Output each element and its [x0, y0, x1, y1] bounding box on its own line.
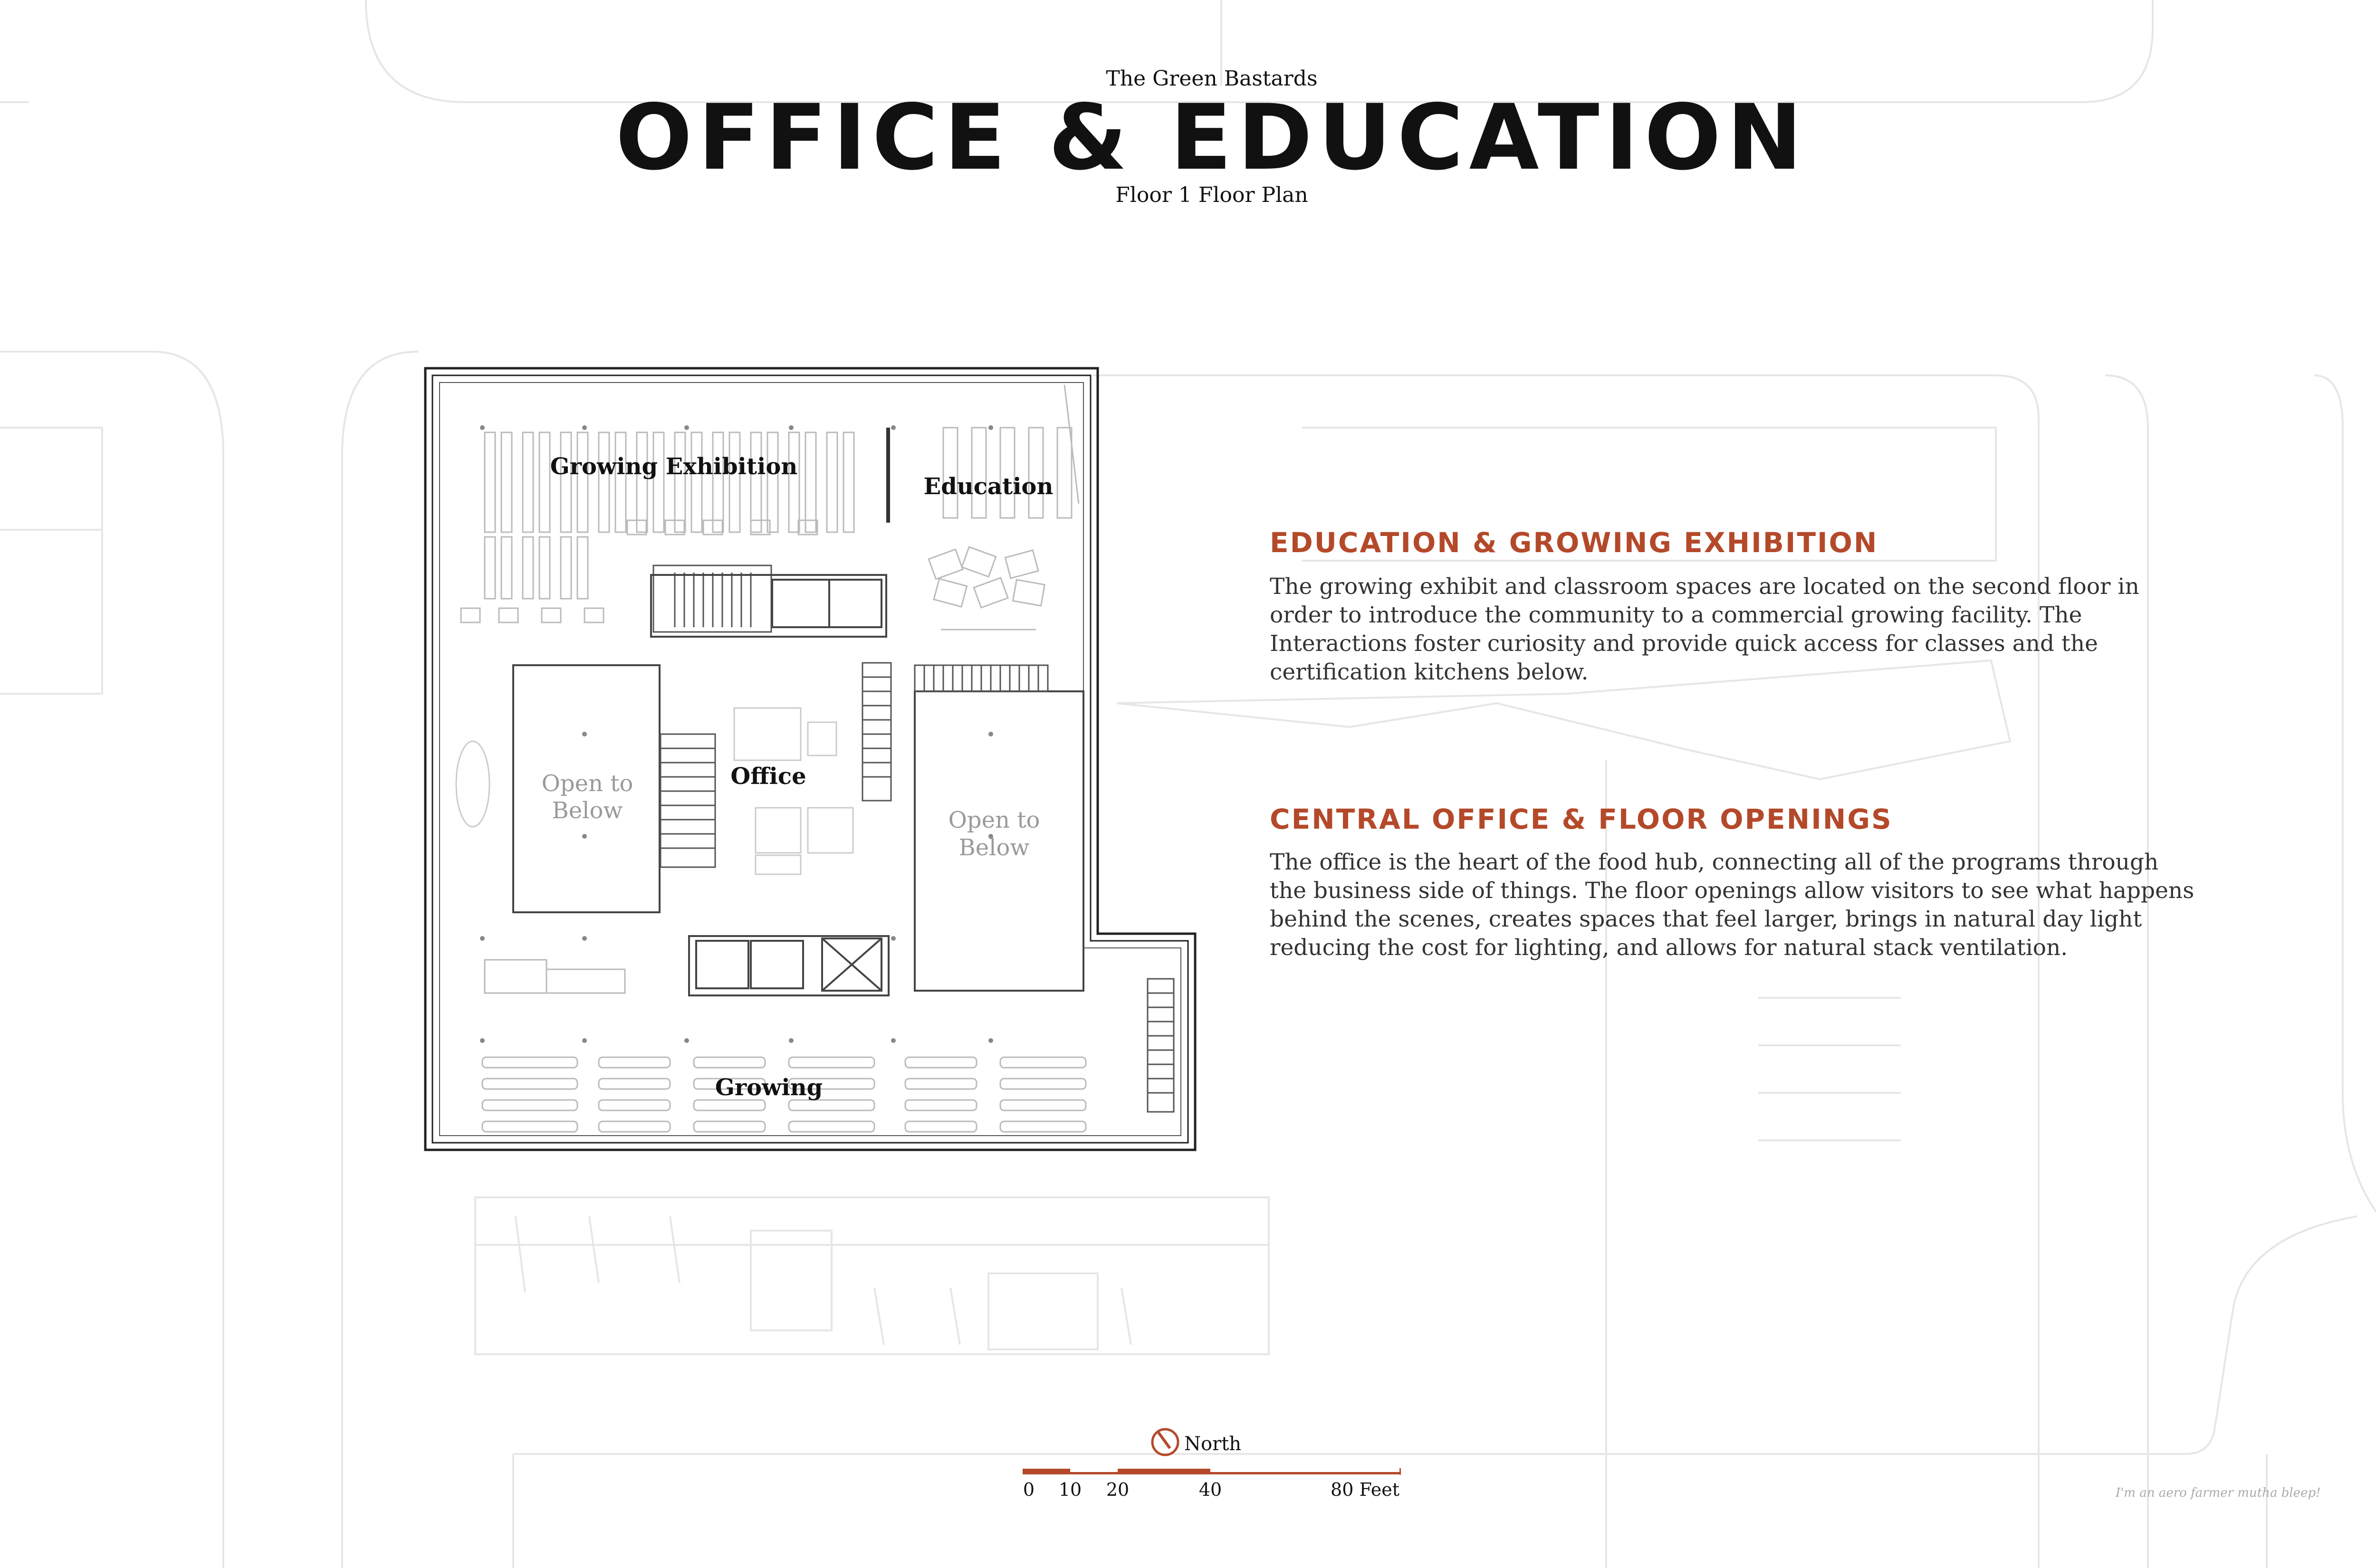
tagline: I'm an aero farmer mutha bleep! — [2116, 1486, 2321, 1500]
label-open-below-right-line2: Below — [958, 834, 1030, 861]
scale-label-0: 0 — [1023, 1479, 1035, 1500]
scale-label-10: 10 — [1058, 1479, 1082, 1500]
label-open-below-right-line1: Open to — [948, 807, 1040, 833]
scale-label-40: 40 — [1198, 1479, 1222, 1500]
stairs — [653, 565, 1174, 1112]
education-furniture — [929, 385, 1079, 630]
room-labels — [542, 453, 1054, 1101]
page-title: OFFICE & EDUCATION — [615, 85, 1808, 190]
structural-columns — [480, 425, 993, 1043]
section-heading-education: EDUCATION & GROWING EXHIBITION — [1270, 526, 1878, 559]
label-office: Office — [730, 763, 806, 790]
north-arrow — [1152, 1429, 1241, 1455]
section-heading-office: CENTRAL OFFICE & FLOOR OPENINGS — [1270, 803, 1893, 835]
project-name: The Green Bastards — [1106, 67, 1318, 91]
scale-bar — [1023, 1468, 1401, 1500]
label-education: Education — [923, 473, 1054, 500]
partition-wall — [886, 428, 890, 523]
label-growing: Growing — [715, 1074, 823, 1101]
north-label: North — [1184, 1433, 1242, 1455]
growing-racks — [482, 960, 1086, 1132]
section-body-education: The growing exhibit and classroom spaces are located on the second floor in order to introduce the community to a commercial growing facility. The Interactions foster curiosity and provide quick access for classes and the certification kitchens below. — [1270, 574, 2139, 685]
page-subtitle: Floor 1 Floor Plan — [1115, 183, 1308, 207]
scale-label-20: 20 — [1106, 1479, 1130, 1500]
section-body-office: The office is the heart of the food hub, connecting all of the programs through the business side of things. The floor openings allow visitors to see what happens behind the scenes, creates spaces that feel larger, brings in natural day light reducing the cost for lighting, and allows for natural stack ventilation. — [1270, 849, 2194, 961]
building-walls — [425, 368, 1195, 1150]
office-furniture — [456, 708, 853, 874]
label-growing-exhibition: Growing Exhibition — [550, 453, 798, 480]
scale-label-80-feet: 80 Feet — [1331, 1479, 1399, 1500]
label-open-below-left-line1: Open to — [541, 770, 633, 797]
label-open-below-left-line2: Below — [552, 797, 623, 824]
